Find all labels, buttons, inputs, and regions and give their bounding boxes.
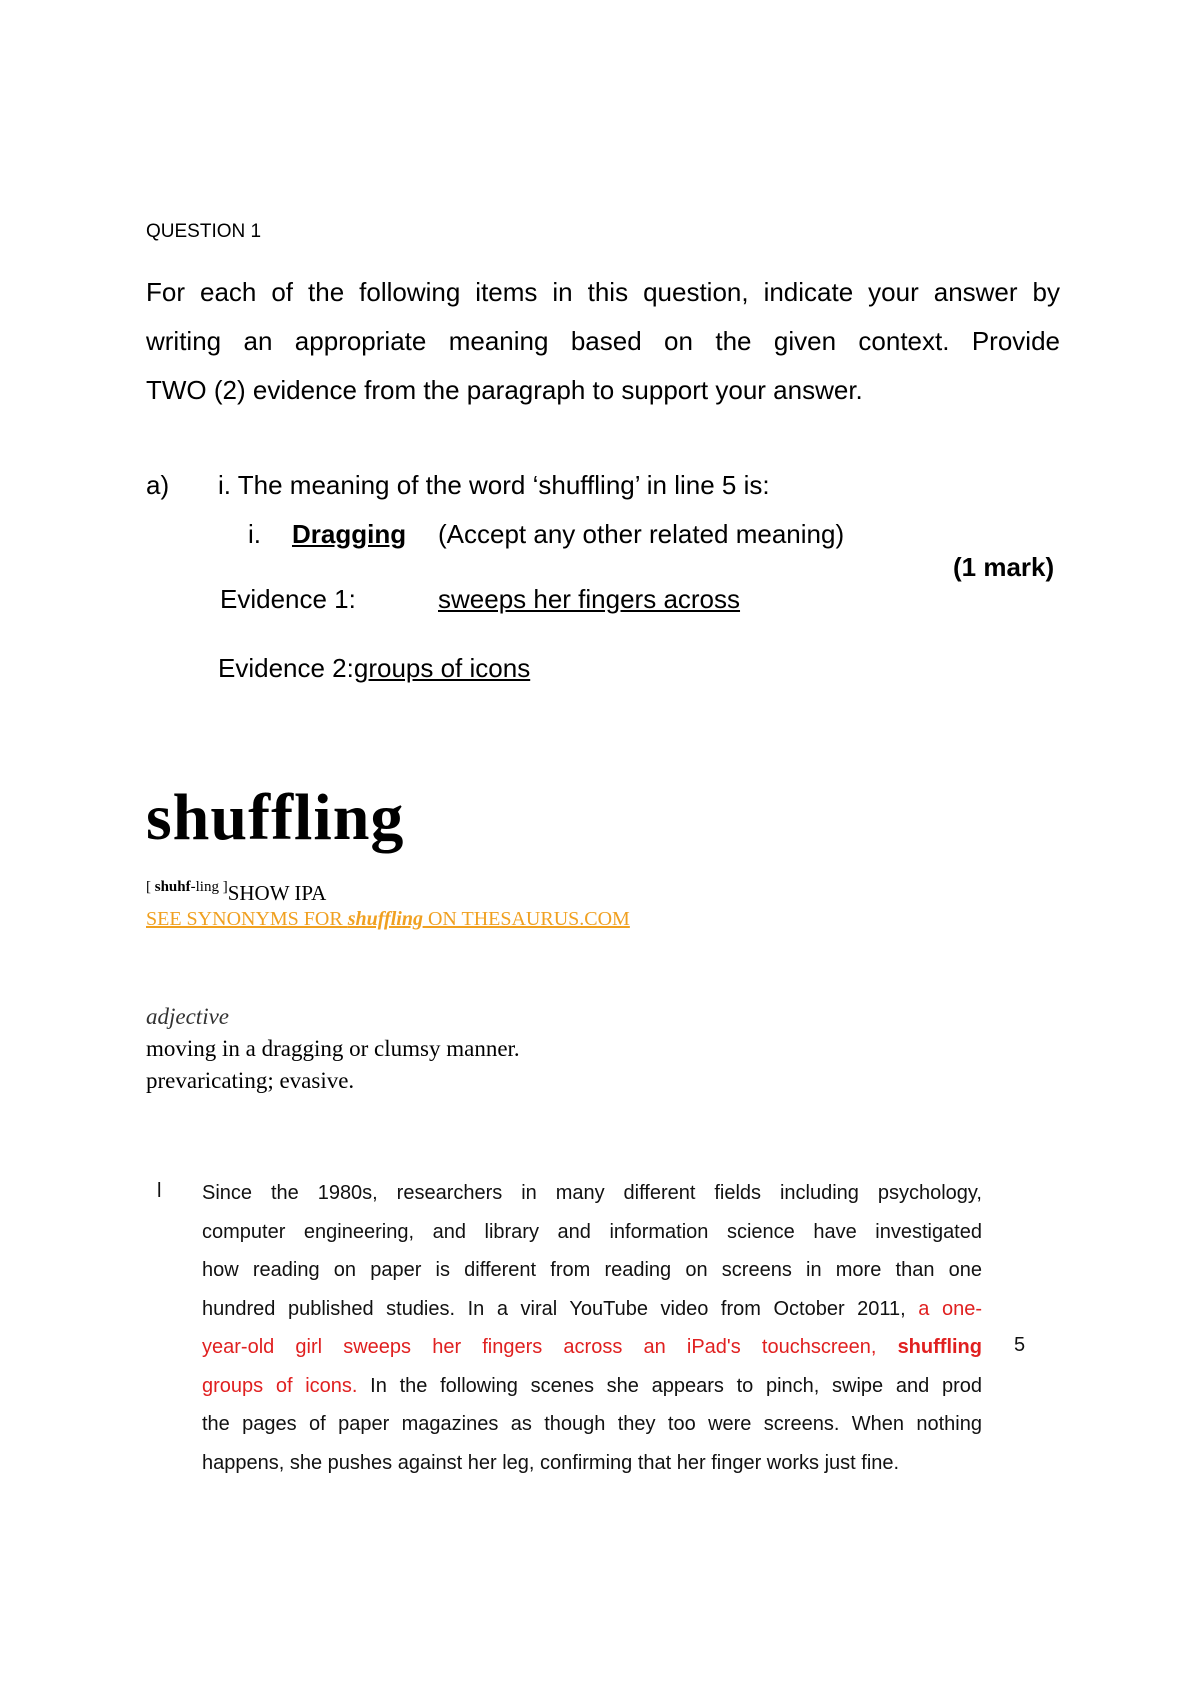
part-of-speech: adjective [146,1004,230,1029]
passage-line: the pages of paper magazines as though they too were screens. When nothing [202,1413,982,1435]
passage-line: happens, she pushes against her leg, confirming that her finger works just fine. [202,1451,900,1474]
line-number-5: 5 [1014,1334,1026,1356]
passage-line [202,1328,982,1367]
synonyms-word: shuffling [347,908,423,930]
evidence1-text: sweeps her fingers across [438,584,741,614]
instruction-line: TWO (2) evidence from the paragraph to support your answer. [146,375,863,405]
pron-close: ] [222,879,228,895]
answer-word: Dragging [292,519,407,549]
item-prompt: i. The meaning of the word ‘shuffling’ in line 5 is: [218,470,770,500]
synonyms-prefix: SEE SYNONYMS FOR [146,908,348,930]
highlight-text: groups of icons. [202,1374,358,1397]
instruction-line: For each of the following items in this question, indicate your answer by [146,277,1060,307]
dictionary-headword: shuffling [146,781,405,854]
instructions [146,268,1060,415]
show-ipa-link[interactable]: SHOW IPA [227,881,327,905]
highlight-text: a one- [918,1297,982,1320]
evidence1-label: Evidence 1: [220,584,356,614]
answer-note: (Accept any other related meaning) [438,519,845,549]
thesaurus-link[interactable] [146,908,630,931]
highlight-keyword: shuffling [897,1336,982,1358]
pron-rest: -ling [190,879,219,895]
passage-line: how reading on paper is different from reading on screens in more than one [202,1259,982,1281]
pron-open: [ [146,879,151,895]
synonyms-suffix: ON THESAURUS.COM [422,908,630,930]
item-label: a) [146,470,170,500]
pron-stressed: shuhf [154,879,191,895]
reading-passage [202,1174,982,1482]
passage-line: Since the 1980s, researchers in many different fields including psychology, [202,1182,982,1204]
evidence2-row [218,653,530,684]
evidence2-text: groups of icons [353,653,531,683]
passage-line [202,1290,982,1329]
passage-text: In the following scenes she appears to pinch, swipe and prod [357,1374,982,1397]
evidence2-label: Evidence 2: [218,653,354,683]
definition-2: prevaricating; evasive. [146,1068,355,1093]
highlight-text: year-old girl sweeps her fingers across an iPad's touchscreen, [202,1336,898,1358]
pronunciation [146,872,327,905]
passage-line: computer engineering, and library and information science have investigated [202,1220,982,1243]
answer-numeral: i. [248,519,261,549]
question-title: QUESTION 1 [146,221,262,242]
line-number-1: l [157,1180,162,1202]
instruction-line: writing an appropriate meaning based on the given context. Provide [146,326,1060,356]
passage-line [202,1367,982,1406]
definition-1: moving in a dragging or clumsy manner. [146,1036,520,1061]
marks-label: (1 mark) [953,552,1055,582]
passage-text: hundred published studies. In a viral YouTube video from October 2011, [202,1297,919,1320]
